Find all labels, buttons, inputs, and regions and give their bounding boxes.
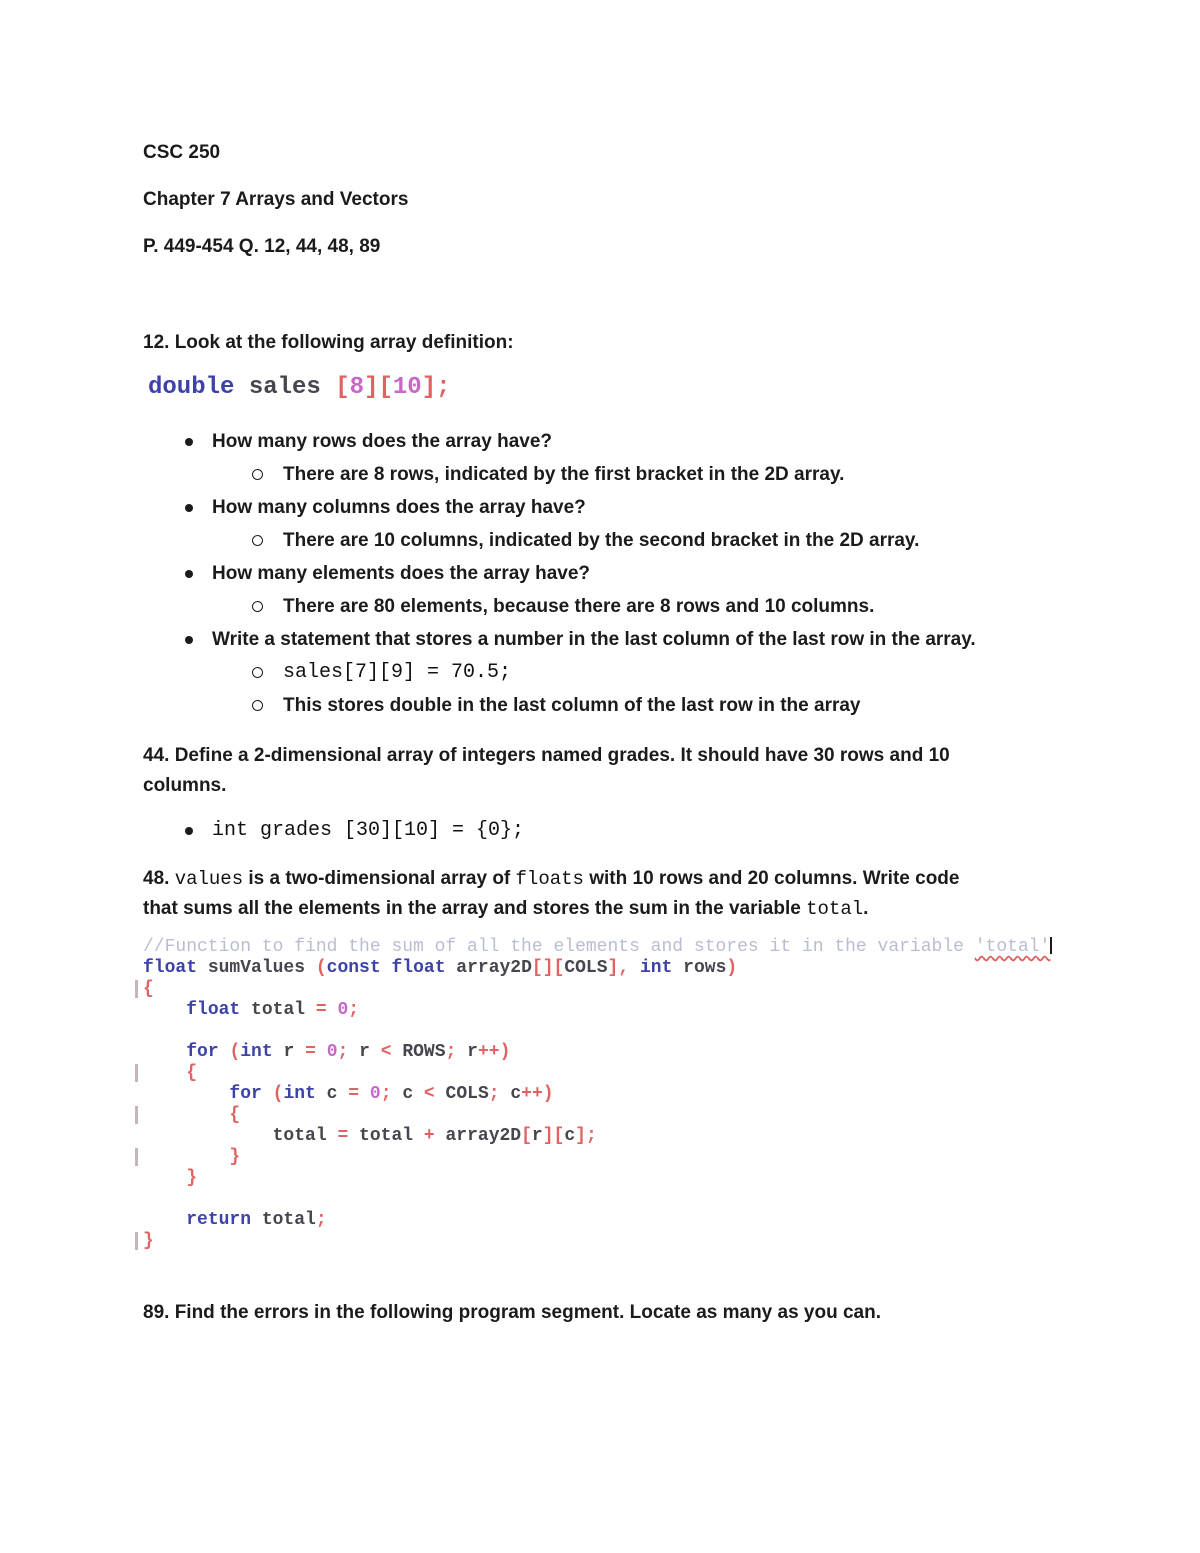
code-token (316, 1042, 327, 1062)
code-token: } (229, 1147, 241, 1167)
code-token: ( (315, 958, 327, 978)
code-token: COLS (434, 1084, 489, 1104)
code-token: { (143, 979, 154, 999)
code-token: int (283, 1084, 316, 1104)
code-line (143, 1189, 1060, 1210)
code-token: total (143, 1126, 338, 1146)
array-definition-code (148, 373, 1060, 403)
chapter-title: Chapter 7 Arrays and Vectors (143, 189, 409, 210)
list-item (143, 627, 1060, 653)
text-segment: . (863, 898, 869, 919)
code-line (143, 1231, 1060, 1252)
code-token (143, 1210, 186, 1230)
list-item-text: How many columns does the array have? (212, 497, 586, 518)
code-token: rows (672, 958, 727, 978)
code-token: c (499, 1084, 522, 1104)
text-segment: 48. (143, 868, 175, 889)
code-token: + (423, 1126, 435, 1146)
code-token: } (186, 1168, 198, 1188)
list-item-text: There are 10 columns, indicated by the second bracket in the 2D array. (283, 530, 920, 551)
list-item-text: int grades [30][10] = {0}; (212, 819, 525, 842)
code-token: r (456, 1042, 478, 1062)
circle-bullet-icon (252, 700, 263, 711)
circle-bullet-icon (252, 667, 263, 678)
code-token: { (229, 1105, 241, 1125)
list-item (143, 818, 1060, 844)
code-token: ], (607, 958, 630, 978)
margin-mark (135, 1232, 138, 1250)
code-token: c (315, 1084, 349, 1104)
text-segment: floats (515, 868, 584, 890)
list-item (143, 660, 1060, 686)
list-item-text: There are 8 rows, indicated by the first bracket in the 2D array. (283, 464, 845, 485)
circle-bullet-icon (252, 535, 263, 546)
list-item-text: Write a statement that stores a number in the last column of the last row in the array. (212, 629, 976, 650)
code-token (143, 1042, 186, 1062)
code-token: sumValues (197, 958, 316, 978)
margin-mark (135, 1064, 138, 1082)
code-line (143, 958, 1060, 979)
code-token: = (305, 1042, 316, 1062)
code-token: int (240, 1042, 273, 1062)
code-line (143, 1021, 1060, 1042)
question-12-prompt: 12. Look at the following array definition: (143, 332, 514, 353)
margin-mark (135, 980, 138, 998)
code-token: r (348, 1042, 381, 1062)
code-token: [ (521, 1126, 532, 1146)
code-token: r (272, 1042, 306, 1062)
code-token: ; (348, 1000, 360, 1020)
question-12-answer-list (143, 429, 1060, 719)
code-token: array2D (445, 958, 532, 978)
code-token: for (186, 1042, 219, 1062)
course-code: CSC 250 (143, 142, 221, 163)
bullet-icon (185, 827, 193, 835)
code-token: float (391, 958, 446, 978)
code-token (629, 958, 640, 978)
circle-bullet-icon (252, 469, 263, 480)
code-token: [ (335, 374, 350, 401)
text-cursor (1050, 937, 1052, 954)
code-token: total (240, 1000, 316, 1020)
text-segment: that sums all the elements in the array and stores the sum in the variable (143, 898, 807, 919)
code-token: = (315, 1000, 327, 1020)
list-item-text: sales[7][9] = 70.5; (283, 661, 512, 684)
list-item (143, 495, 1060, 521)
code-token: = (337, 1126, 349, 1146)
question-48-prompt (143, 864, 1060, 924)
code-token: { (186, 1063, 198, 1083)
code-token: ][ (542, 1126, 565, 1146)
code-token: float (143, 958, 198, 978)
code-line (143, 979, 1060, 1000)
code-token (359, 1084, 370, 1104)
list-item-text: How many elements does the array have? (212, 563, 591, 584)
page-questions-reference: P. 449-454 Q. 12, 44, 48, 89 (143, 236, 381, 257)
code-token: ( (272, 1084, 284, 1104)
code-token: ; (315, 1210, 327, 1230)
code-token (143, 1105, 229, 1125)
list-item-text: This stores double in the last column of the last row in the array (283, 695, 861, 716)
code-line (143, 937, 1060, 958)
code-token: ] (364, 374, 379, 401)
code-token (219, 1042, 230, 1062)
margin-mark (135, 1148, 138, 1166)
code-token: ) (726, 958, 738, 978)
code-line (143, 1000, 1060, 1021)
code-line (143, 1084, 1060, 1105)
code-token: c (391, 1084, 424, 1104)
code-token: ]; (421, 374, 451, 401)
text-segment: 44. Define a 2-dimensional array of integers named grades. It should have 30 rows and 10 (143, 745, 950, 766)
code-token: COLS (564, 958, 608, 978)
margin-mark (135, 1106, 138, 1124)
code-token: ; (488, 1084, 500, 1104)
code-token (143, 1084, 229, 1104)
question-89-prompt: 89. Find the errors in the following program segment. Locate as many as you can. (143, 1302, 882, 1323)
bullet-icon (185, 636, 193, 644)
list-item (143, 561, 1060, 587)
question-44-prompt (143, 741, 1060, 801)
code-token (143, 1168, 186, 1188)
list-item-text: How many rows does the array have? (212, 431, 553, 452)
code-line (143, 1126, 1060, 1147)
code-token: 8 (349, 374, 365, 401)
question-44-answer-list (143, 818, 1060, 844)
code-token: r (531, 1126, 543, 1146)
code-line (143, 1105, 1060, 1126)
code-token: return (186, 1210, 252, 1230)
code-token: float (186, 1000, 241, 1020)
code-token: ++) (477, 1042, 511, 1062)
code-token: 'total' (974, 937, 1051, 957)
text-segment: columns. (143, 775, 227, 796)
bullet-icon (185, 504, 193, 512)
code-token: 0 (369, 1084, 381, 1104)
code-token: sales (234, 374, 336, 401)
code-token: ++) (521, 1084, 554, 1104)
code-token: double (148, 374, 235, 401)
code-token (143, 1063, 186, 1083)
code-token: for (229, 1084, 262, 1104)
code-line (143, 1063, 1060, 1084)
code-token: ; (337, 1042, 349, 1062)
text-segment: is a two-dimensional array of (243, 868, 516, 889)
bullet-icon (185, 438, 193, 446)
code-token (143, 1147, 229, 1167)
code-token: [][ (531, 958, 565, 978)
list-item (143, 462, 1060, 488)
list-item (143, 429, 1060, 455)
bullet-icon (185, 570, 193, 578)
code-token (143, 1000, 186, 1020)
code-token: total (348, 1126, 424, 1146)
code-token: < (423, 1084, 435, 1104)
text-segment: total (806, 898, 864, 920)
list-item (143, 594, 1060, 620)
code-token: ( (229, 1042, 241, 1062)
code-token: ; (445, 1042, 457, 1062)
document-header (143, 140, 1060, 260)
code-line (143, 1147, 1060, 1168)
code-token: //Function to find the sum of all the elements and stores it in the variable (143, 937, 975, 957)
code-line (143, 1042, 1060, 1063)
code-token: [ (378, 374, 393, 401)
code-token: ]; (575, 1126, 597, 1146)
sum-values-code-block (143, 937, 1060, 1252)
code-token: < (380, 1042, 392, 1062)
list-item-text: There are 80 elements, because there are 8 rows and 10 columns. (283, 596, 875, 617)
code-token: total (251, 1210, 316, 1230)
code-line (143, 1210, 1060, 1231)
code-line (143, 1168, 1060, 1189)
code-token: ROWS (391, 1042, 446, 1062)
code-token: = (348, 1084, 360, 1104)
code-token (381, 958, 392, 978)
circle-bullet-icon (252, 601, 263, 612)
text-segment: with 10 rows and 20 columns. Write code (583, 868, 960, 889)
code-token: 10 (392, 374, 422, 401)
code-token (327, 1000, 338, 1020)
code-token: 0 (337, 1000, 349, 1020)
list-item (143, 528, 1060, 554)
code-token: 0 (326, 1042, 338, 1062)
code-token: array2D (434, 1126, 522, 1146)
code-token: } (143, 1231, 154, 1251)
code-token (262, 1084, 273, 1104)
code-token: const (326, 958, 381, 978)
code-token: int (639, 958, 673, 978)
list-item (143, 693, 1060, 719)
code-token: c (564, 1126, 576, 1146)
code-token: ; (380, 1084, 392, 1104)
text-segment: values (174, 868, 244, 890)
